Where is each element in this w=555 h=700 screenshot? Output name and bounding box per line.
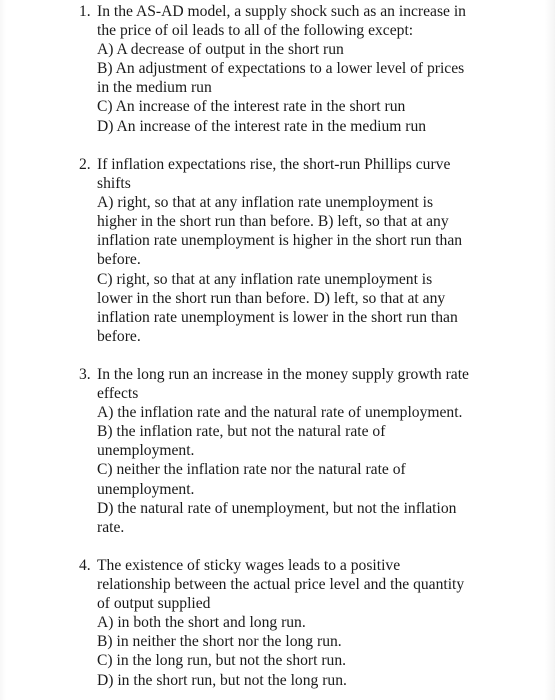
answer-option-a: A) the inflation rate and the natural rate of unemployment. xyxy=(97,404,463,422)
answer-option-line: before. xyxy=(97,251,141,269)
answer-option-line: unemployment. xyxy=(97,442,195,460)
question-stem-line: relationship between the actual price level and the quantity xyxy=(97,576,465,594)
answer-option-b: B) in neither the short nor the long run. xyxy=(97,633,342,651)
question-stem-line: effects xyxy=(97,385,139,403)
answer-option-a: A) right, so that at any inflation rate unemployment is xyxy=(97,194,434,212)
answer-option-line: higher in the short run than before. B) left, so that at any xyxy=(97,213,449,231)
answer-option-c: C) in the long run, but not the short run. xyxy=(97,652,347,670)
answer-option-d: D) in the short run, but not the long run. xyxy=(97,671,347,689)
question-stem-line xyxy=(79,365,499,384)
answer-option-line: rate. xyxy=(97,518,125,536)
answer-option-b: B) An adjustment of expectations to a lower level of prices xyxy=(97,60,465,78)
question-stem-line: shifts xyxy=(97,175,131,193)
answer-option-d: D) the natural rate of unemployment, but not the inflation xyxy=(97,499,457,517)
question-stem-line: of output supplied xyxy=(97,595,211,613)
answer-option-line: inflation rate unemployment is higher in the short run than xyxy=(97,232,463,250)
answer-option-c: C) An increase of the interest rate in the short run xyxy=(97,98,406,116)
question-number: 1. xyxy=(79,3,91,20)
question-2 xyxy=(79,155,499,346)
question-stem-line: the price of oil leads to all of the following except: xyxy=(97,22,414,40)
question-text: If inflation expectations rise, the short-run Phillips curve xyxy=(97,156,451,173)
question-3 xyxy=(79,365,499,537)
answer-option-a: A) A decrease of output in the short run xyxy=(97,41,344,59)
question-text: In the long run an increase in the money supply growth rate xyxy=(97,366,469,383)
question-text: The existence of sticky wages leads to a positive xyxy=(97,557,401,574)
question-stem-line xyxy=(79,155,499,174)
answer-option-c: C) neither the inflation rate nor the natural rate of xyxy=(97,461,406,479)
question-number: 3. xyxy=(79,366,91,383)
answer-option-b: B) the inflation rate, but not the natural rate of xyxy=(97,423,386,441)
answer-option-line: inflation rate unemployment is lower in the short run than xyxy=(97,308,458,326)
answer-option-line: before. xyxy=(97,327,141,345)
answer-option-line: unemployment. xyxy=(97,480,195,498)
answer-option-line: lower in the short run than before. D) left, so that at any xyxy=(97,289,446,307)
question-number: 2. xyxy=(79,156,91,173)
question-stem-line xyxy=(79,2,499,21)
answer-option-c: C) right, so that at any inflation rate unemployment is xyxy=(97,270,433,288)
question-4 xyxy=(79,556,499,690)
question-number: 4. xyxy=(79,557,91,574)
answer-option-d: D) An increase of the interest rate in the medium run xyxy=(97,117,427,135)
question-1 xyxy=(79,2,499,136)
question-stem-line xyxy=(79,556,499,575)
answer-option-line: in the medium run xyxy=(97,79,212,97)
question-text: In the AS-AD model, a supply shock such as an increase in xyxy=(97,3,466,20)
answer-option-a: A) in both the short and long run. xyxy=(97,614,306,632)
